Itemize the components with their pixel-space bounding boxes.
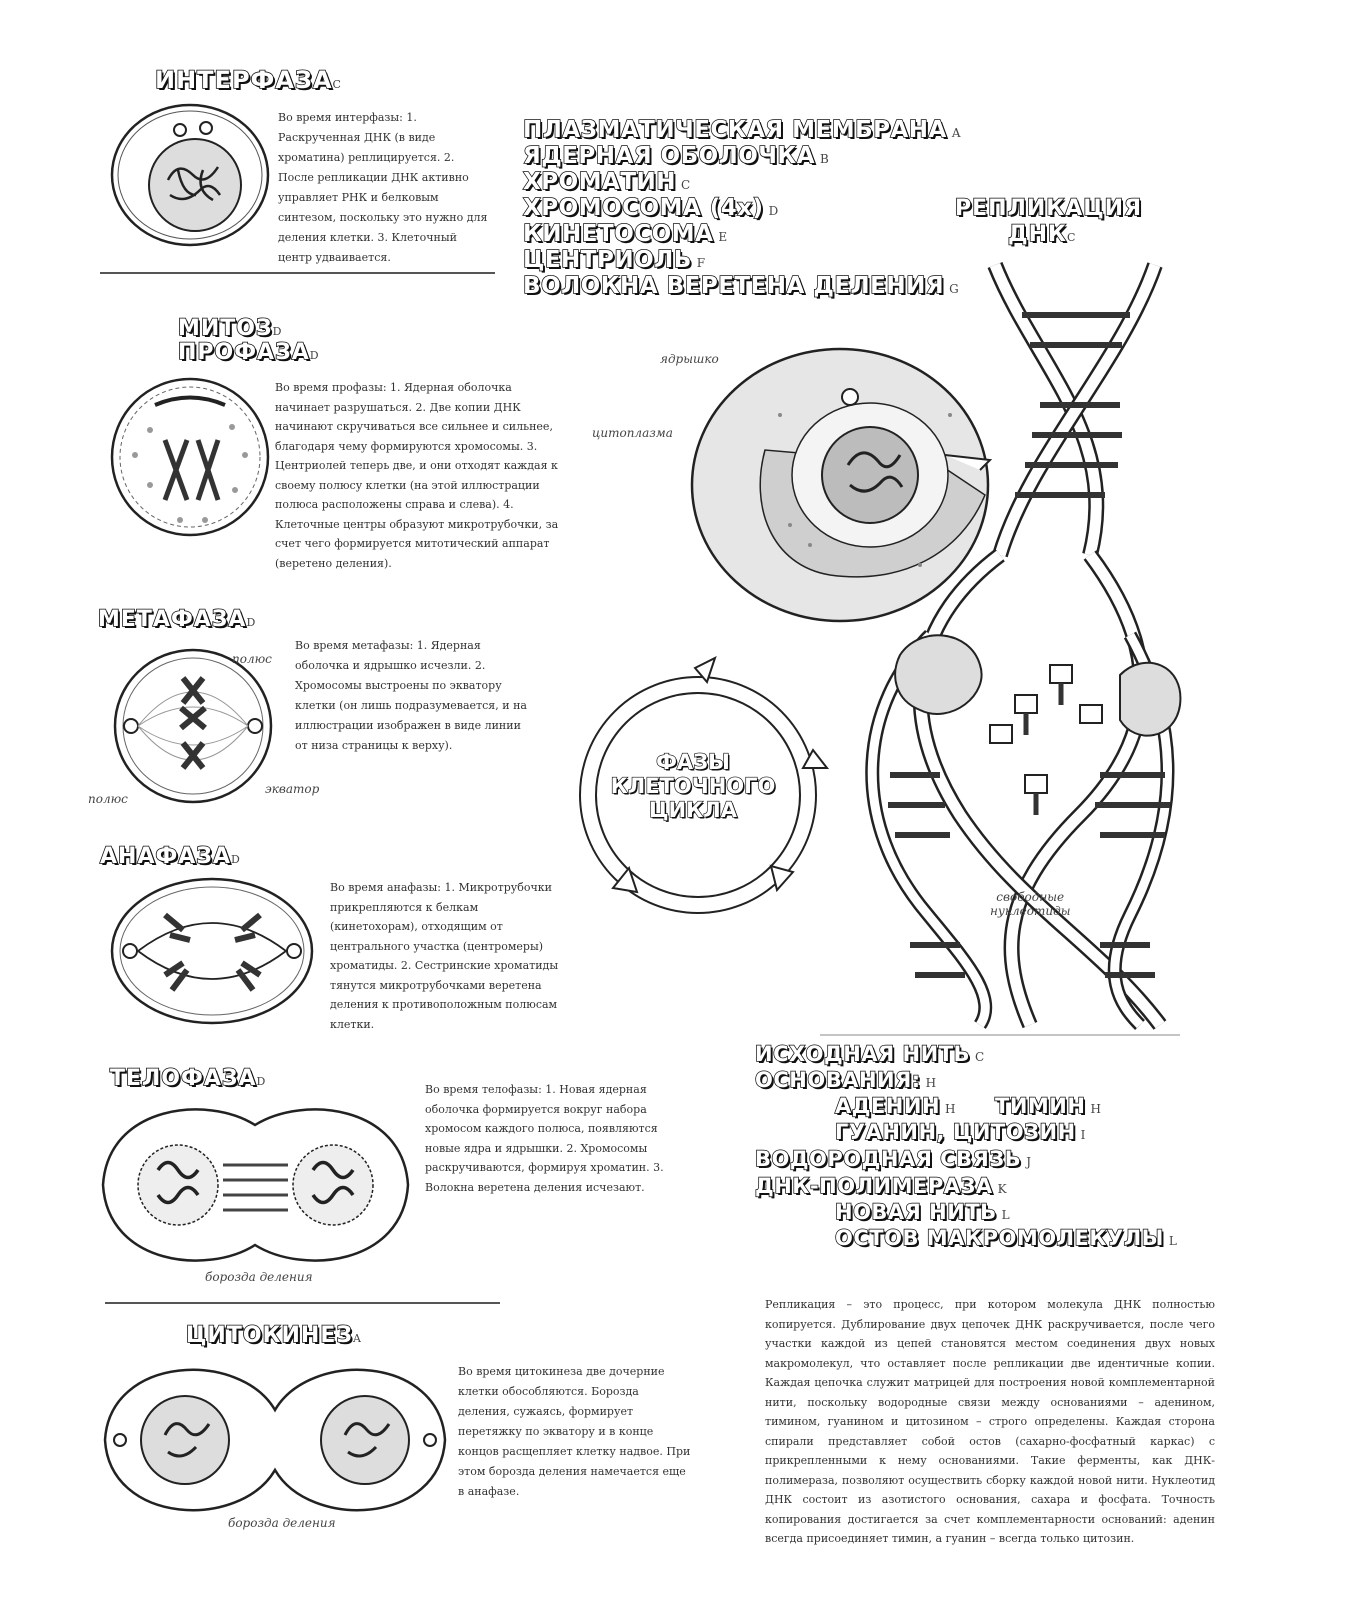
telophase-title: ТЕЛОФАЗАD xyxy=(110,1066,266,1091)
free-nucleotides-label: свободные нуклеотиды xyxy=(990,890,1071,918)
telophase-cell-drawing xyxy=(98,1100,413,1270)
dna-legend-backbone: ОСТОВ МАКРОМОЛЕКУЛЫ L xyxy=(835,1226,1177,1250)
dna-title-line2: ДНКC xyxy=(1008,222,1076,247)
divider-1 xyxy=(100,272,495,274)
cell-cycle-title: ФАЗЫ КЛЕТОЧНОГО ЦИКЛА xyxy=(610,750,776,822)
anaphase-description: Во время анафазы: 1. Микротрубочки прикрепляются к белкам (кинетохорам), отходящим от центрального участка (центромеры) хроматиды. 2. Сестринские хроматиды тянутся микротрубочками веретена деления к противоположным полюсам клетки. xyxy=(330,881,559,1031)
key-item-kinetosome: КИНЕТОСОМА E xyxy=(523,221,728,247)
interphase-cell-drawing xyxy=(108,100,273,250)
prophase-title: ПРОФАЗАD xyxy=(178,340,319,365)
prophase-cell-drawing xyxy=(110,375,270,540)
metaphase-pole-bottom-label: полюс xyxy=(88,792,128,806)
metaphase-pole-top-label: полюс xyxy=(232,652,272,666)
prophase-description: Во время профазы: 1. Ядерная оболочка начинает разрушаться. 2. Две копии ДНК начинают скручиваться все сильнее и сильнее, благодаря чему формируются хромосомы. 3. Центриолей теперь две, и они отходят каждая к своему полюсу клетки (на этой иллюстрации полюса расположены справа и слева). 4. Клеточные центры образуют микротрубочки, за счет чего формируется митотический аппарат (веретено деления). xyxy=(275,381,559,570)
divider-2 xyxy=(105,1302,500,1304)
key-item-spindle-fibers: ВОЛОКНА ВЕРЕТЕНА ДЕЛЕНИЯ G xyxy=(523,273,959,299)
cytokinesis-description: Во время цитокинеза две дочерние клетки обособляются. Борозда деления, сужаясь, формирует перетяжку по экватору и в конце концов расщепляет клетку надвое. При этом борозда деления намечается еще в анафазе. xyxy=(458,1365,691,1498)
dna-legend-original-strand: ИСХОДНАЯ НИТЬ C xyxy=(755,1042,985,1066)
dna-legend-guanine-cytosine: ГУАНИН, ЦИТОЗИН I xyxy=(835,1120,1086,1144)
interphase-title: ИНТЕРФАЗАC xyxy=(155,66,341,94)
dna-legend-hydrogen-bond: ВОДОРОДНАЯ СВЯЗЬ J xyxy=(755,1147,1031,1171)
key-item-plasma-membrane: ПЛАЗМАТИЧЕСКАЯ МЕМБРАНА A xyxy=(523,117,961,143)
anaphase-title: АНАФАЗАD xyxy=(100,844,240,869)
dna-legend-new-strand: НОВАЯ НИТЬ L xyxy=(835,1200,1010,1224)
mitosis-title: МИТОЗD xyxy=(178,316,282,341)
dna-title-line1: РЕПЛИКАЦИЯ xyxy=(955,196,1143,221)
cytokinesis-cell-drawing xyxy=(100,1360,450,1520)
key-item-nuclear-envelope: ЯДЕРНАЯ ОБОЛОЧКА B xyxy=(523,143,829,169)
interphase-description: Во время интерфазы: 1. Раскрученная ДНК (в виде хроматина) реплицируется. 2. После репликации ДНК активно управляет РНК и белковым синтезом, поскольку это нужно для деления клетки. 3. Клеточный центр удваивается. xyxy=(278,111,488,264)
telophase-furrow-label: борозда деления xyxy=(205,1270,313,1284)
dna-legend-dna-polymerase: ДНК-ПОЛИМЕРАЗА K xyxy=(755,1174,1007,1198)
key-item-chromosome: ХРОМОСОМА (4x) D xyxy=(523,195,779,221)
key-item-chromatin: ХРОМАТИН C xyxy=(523,169,691,195)
metaphase-description: Во время метафазы: 1. Ядерная оболочка и ядрышко исчезли. 2. Хромосомы выстроены по экватору клетки (он лишь подразумевается, и на иллюстрации изображен в виде линии от низа страницы к верху). xyxy=(295,639,527,752)
key-item-centriole: ЦЕНТРИОЛЬ F xyxy=(523,247,706,273)
dna-legend-thymine: ТИМИН H xyxy=(995,1094,1101,1118)
anaphase-cell-drawing xyxy=(110,875,315,1030)
cytokinesis-title: ЦИТОКИНЕЗA xyxy=(186,1323,361,1348)
dna-legend-adenine: АДЕНИН H xyxy=(835,1094,956,1118)
dna-legend-bases: ОСНОВАНИЯ: H xyxy=(755,1068,937,1092)
cytokinesis-furrow-label: борозда деления xyxy=(228,1516,336,1530)
cell-nucleolus-label: ядрышко xyxy=(660,352,719,366)
dna-description: Репликация – это процесс, при котором молекула ДНК полностью копируется. Дублирование двух цепочек ДНК раскручивается, после чего участки каждой из цепей становятся местом соединения двух новых макромолекул, что оставляет после репликации две идентичные копии. Каждая цепочка служит матрицей для построения новой комплементарной нити, поскольку водородные связи между основаниями – аденином, тимином, гуанином и цитозином – строго определены. Каждая сторона спирали представляет собой остов (сахарно-фосфатный каркас) с прикрепленными к нему основаниями. Такие ферменты, как ДНК-полимераза, позволяют осуществить сборку каждой новой нити. Нуклеотид ДНК состоит из азотистого основания, сахара и фосфата. Точность копирования достигается за счет комплементарности оснований: аденин всегда присоединяет тимин, а гуанин – всегда только цитозин. xyxy=(765,1298,1215,1545)
metaphase-title: МЕТАФАЗАD xyxy=(98,607,256,632)
cell-cytoplasm-label: цитоплазма xyxy=(592,426,673,440)
metaphase-equator-label: экватор xyxy=(265,782,320,796)
telophase-description: Во время телофазы: 1. Новая ядерная оболочка формируется вокруг набора хромосом каждого полюса, появляются новые ядра и ядрышки. 2. Хромосомы раскручиваются, формируя хроматин. 3. Волокна веретена деления исчезают. xyxy=(425,1083,664,1194)
metaphase-cell-drawing xyxy=(113,648,273,806)
dna-helix-drawing xyxy=(800,255,1200,1035)
